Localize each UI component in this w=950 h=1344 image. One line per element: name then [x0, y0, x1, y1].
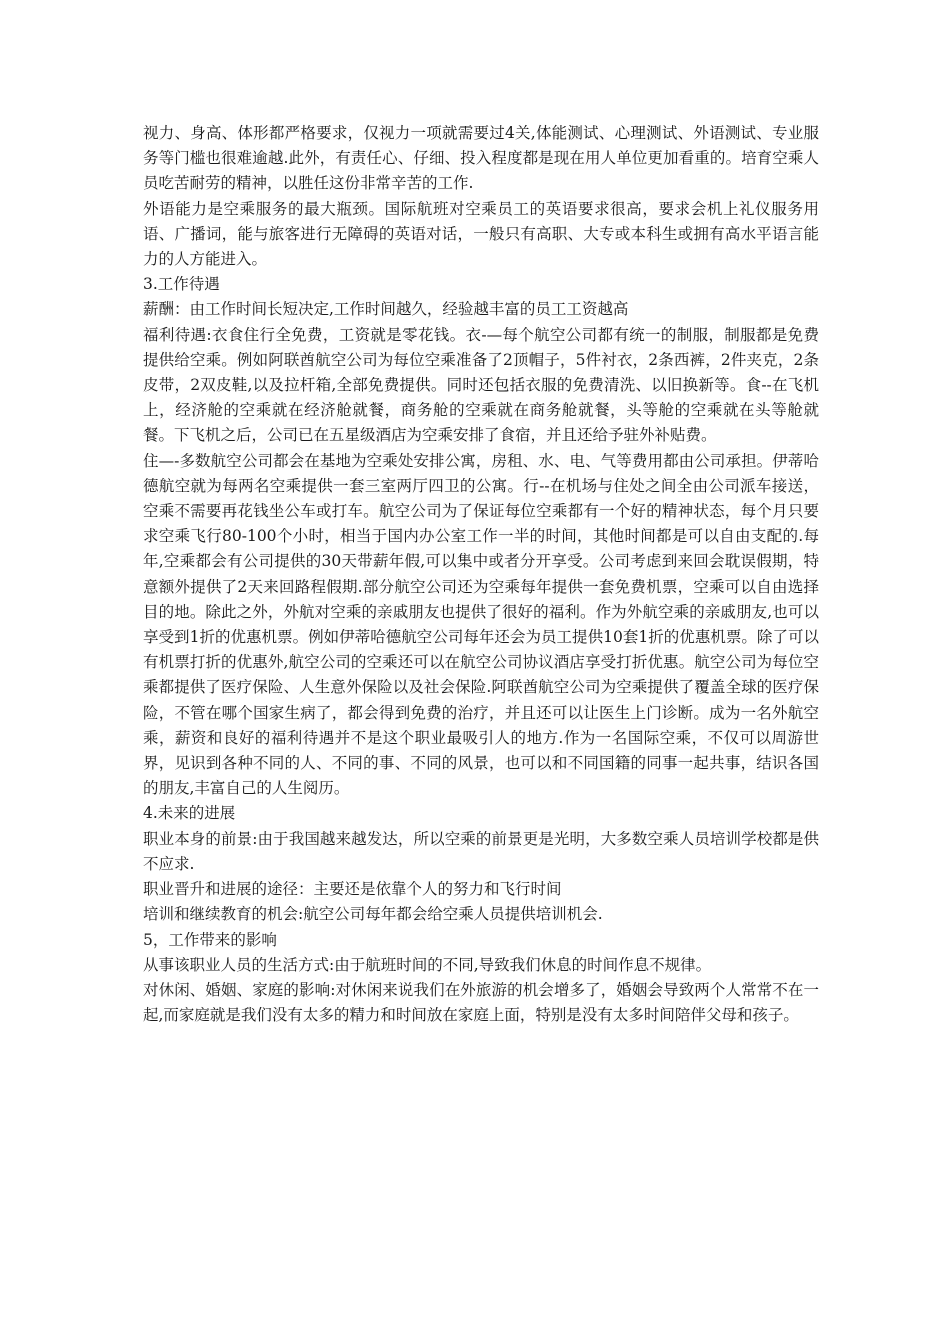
document-body: [143, 121, 819, 1028]
paragraph-language-ability: 外语能力是空乘服务的最大瓶颈。国际航班对空乘员工的英语要求很高，要求会机上礼仪服务用语、广播词，能与旅客进行无障碍的英语对话，一般只有高职、大专或本科生或拥有高水平语言能力的人方能进入。: [143, 199, 819, 269]
paragraph-training: 培训和继续教育的机会:航空公司每年都会给空乘人员提供培训机会.: [143, 905, 603, 924]
paragraph-lifestyle: 从事该职业人员的生活方式:由于航班时间的不同,导致我们休息的时间作息不规律。: [143, 955, 712, 974]
section-heading-compensation: 3.工作待遇: [143, 275, 220, 294]
paragraph-salary: 薪酬：由工作时间长短决定,工作时间越久，经验越丰富的员工工资越高: [143, 300, 629, 319]
section-heading-impact: 5，工作带来的影响: [143, 930, 277, 949]
paragraph-career-prospects: 职业本身的前景:由于我国越来越发达，所以空乘的前景更是光明，大多数空乘人员培训学校都是供不应求.: [143, 829, 819, 873]
paragraph-requirements: 视力、身高、体形都严格要求，仅视力一项就需要过4关,体能测试、心理测试、外语测试、专业服务等门槛也很难逾越.此外，有责任心、仔细、投入程度都是现在用人单位更加看重的。培育空乘人员吃苦耐劳的精神，以胜任这份非常辛苦的工作.: [143, 124, 819, 193]
paragraph-benefits: 福利待遇:衣食住行全免费，工资就是零花钱。衣-—每个航空公司都有统一的制服，制服都是免费提供给空乘。例如阿联酋航空公司为每位空乘准备了2顶帽子，5件衬衣，2条西裤，2件夹克，2条皮带，2双皮鞋,以及拉杆箱,全部免费提供。同时还包括衣服的免费清洗、以旧换新等。食--在飞机上，经济舱的空乘就在经济舱就餐，商务舱的空乘就在商务舱就餐，头等舱的空乘就在头等舱就餐。下飞机之后，公司已在五星级酒店为空乘安排了食宿，并且还给予驻外补贴费。: [143, 325, 819, 445]
section-heading-future: 4.未来的进展: [143, 804, 236, 823]
paragraph-housing-travel: 住—-多数航空公司都会在基地为空乘处安排公寓，房租、水、电、气等费用都由公司承担。伊蒂哈德航空就为每两名空乘提供一套三室两厅四卫的公寓。行--在机场与住处之间全由公司派车接送，空乘不需要再花钱坐公车或打车。航空公司为了保证每位空乘都有一个好的精神状态，每个月只要求空乘飞行80-100个小时，相当于国内办公室工作一半的时间，其他时间都是可以自由支配的.每年,空乘都会有公司提供的30天带薪年假,可以集中或者分开享受。公司考虑到来回会耽误假期，特意额外提供了2天来回路程假期.部分航空公司还为空乘每年提供一套免费机票，空乘可以自由选择目的地。除此之外，外航对空乘的亲戚朋友也提供了很好的福利。作为外航空乘的亲戚朋友,也可以享受到1折的优惠机票。例如伊蒂哈德航空公司每年还会为员工提供10套1折的优惠机票。除了可以有机票打折的优惠外,航空公司的空乘还可以在航空公司协议酒店享受打折优惠。航空公司为每位空乘都提供了医疗保险、人生意外保险以及社会保险.阿联酋航空公司为空乘提供了覆盖全球的医疗保险，不管在哪个国家生病了，都会得到免费的治疗，并且还可以让医生上门诊断。成为一名外航空乘，薪资和良好的福利待遇并不是这个职业最吸引人的地方.作为一名国际空乘，不仅可以周游世界，见识到各种不同的人、不同的事、不同的风景，也可以和不同国籍的同事一起共事，结识各国的朋友,丰富自己的人生阅历。: [143, 451, 819, 798]
paragraph-family-impact: 对休闲、婚姻、家庭的影响:对休闲来说我们在外旅游的机会增多了，婚姻会导致两个人常常不在一起,而家庭就是我们没有太多的精力和时间放在家庭上面，特别是没有太多时间陪伴父母和孩子。: [143, 980, 819, 1025]
paragraph-promotion-path: 职业晋升和进展的途径：主要还是依靠个人的努力和飞行时间: [143, 880, 562, 899]
